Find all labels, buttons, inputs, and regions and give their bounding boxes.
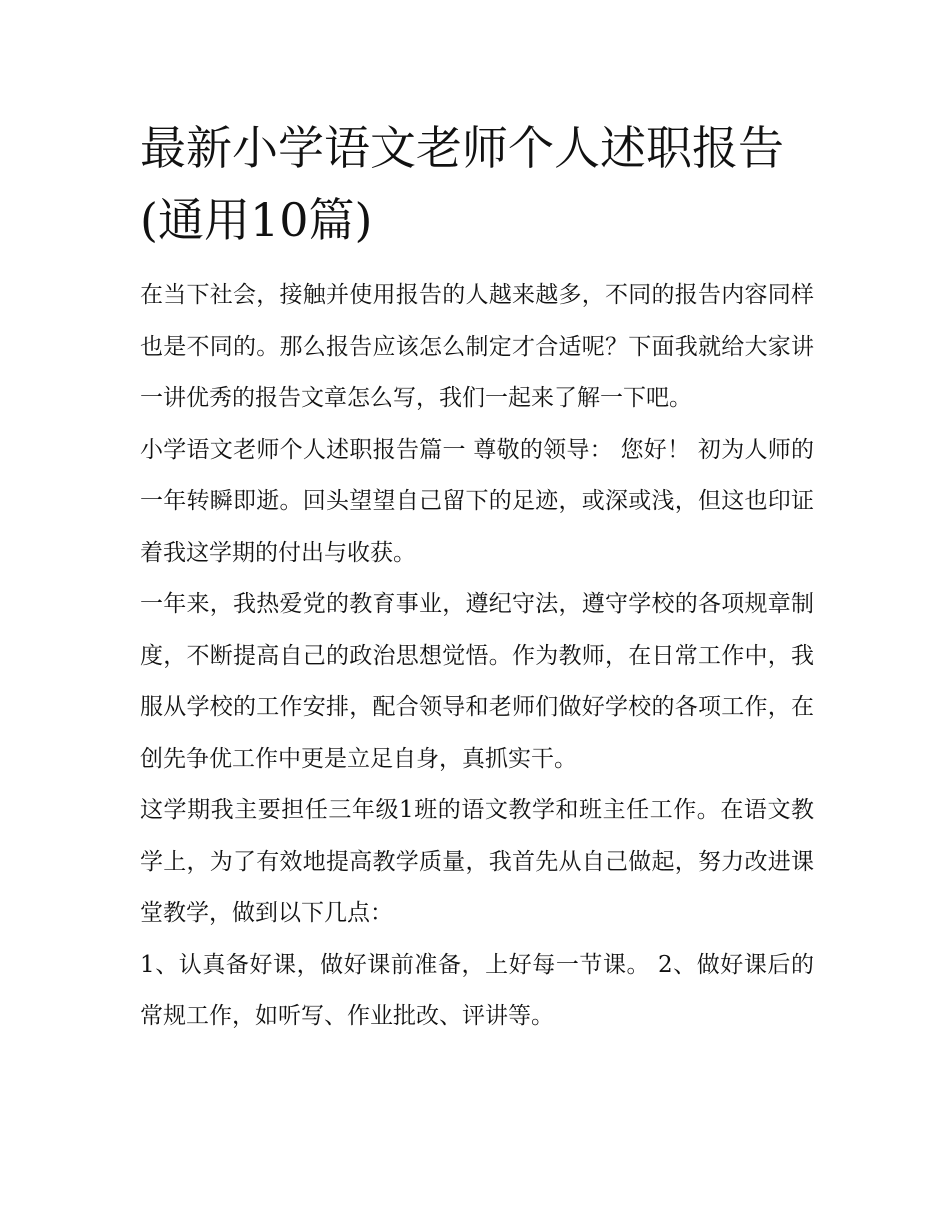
- paragraph-greeting: 小学语文老师个人述职报告篇一 尊敬的领导： 您好！ 初为人师的一年转瞬即逝。回头望望自己留下的足迹，或深或浅，但这也印证着我这学期的付出与收获。: [140, 436, 814, 566]
- paragraph-teaching-duties: 这学期我主要担任三年级1班的语文教学和班主任工作。在语文教学上，为了有效地提高教学质量，我首先从自己做起，努力改进课堂教学，做到以下几点：: [140, 797, 814, 926]
- document-title: 最新小学语文老师个人述职报告(通用10篇): [140, 121, 784, 247]
- paragraph-intro: 在当下社会，接触并使用报告的人越来越多，不同的报告内容同样也是不同的。那么报告应该怎么制定才合适呢？下面我就给大家讲一讲优秀的报告文章怎么写，我们一起来了解一下吧。: [140, 282, 814, 411]
- document-body: [140, 112, 814, 1043]
- paragraph-political-work: 一年来，我热爱党的教育事业，遵纪守法，遵守学校的各项规章制度，不断提高自己的政治思想觉悟。作为教师，在日常工作中，我服从学校的工作安排，配合领导和老师们做好学校的各项工作，在创先争优工作中更是立足自身，真抓实干。: [140, 591, 814, 772]
- paragraph-teaching-points: 1、认真备好课，做好课前准备，上好每一节课。 2、做好课后的常规工作，如听写、作业批改、评讲等。: [140, 951, 814, 1029]
